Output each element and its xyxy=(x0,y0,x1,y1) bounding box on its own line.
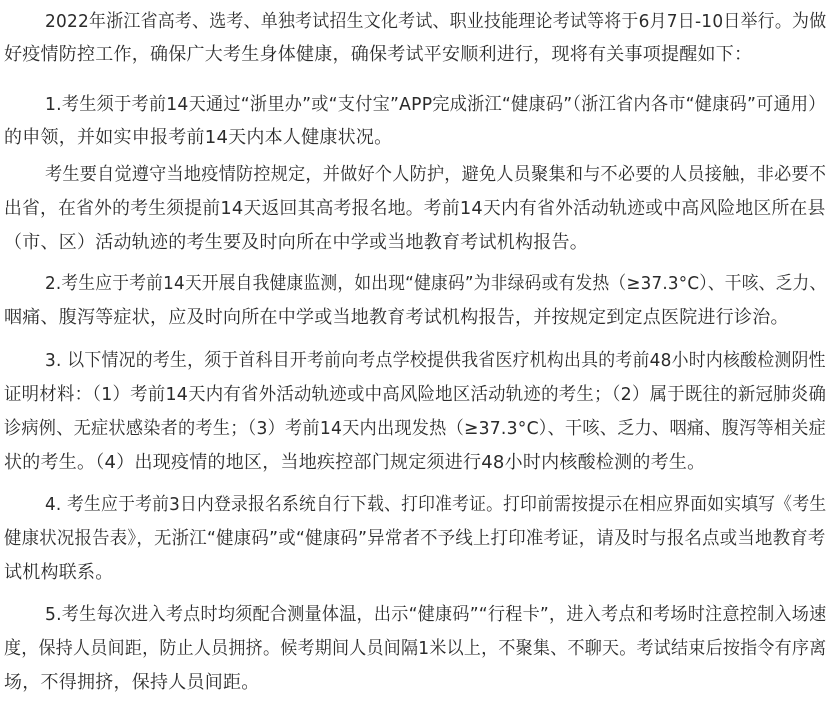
item-5-line-3: 场，不得拥挤，保持人员间距。 xyxy=(4,672,260,693)
item-1-line-2: 的申领，并如实申报考前14天内本人健康状况。 xyxy=(4,127,393,148)
item-2-line-2: 咽痛、腹泻等症状，应及时向所在中学或当地教育考试机构报告，并按规定到定点医院进行诊治。 xyxy=(4,307,789,328)
item-4-line-2: 健康状况报告表》，无浙江“健康码”或“健康码”异常者不予线上打印准考证，请及时与报名点或当地教育考 xyxy=(4,528,826,549)
item-1-para-2-line-2: 出省，在省外的考生须提前14天返回其高考报名地。考前14天内有省外活动轨迹或中高风险地区所在县 xyxy=(4,198,826,219)
item-3-line-1: 3. 以下情况的考生，须于首科目开考前向考点学校提供我省医疗机构出具的考前48小时内核酸检测阴性 xyxy=(45,350,826,371)
item-3-line-2: 证明材料：（1）考前14天内有省外活动轨迹或中高风险地区活动轨迹的考生；（2）属于既往的新冠肺炎确 xyxy=(4,384,827,405)
intro-line-2: 好疫情防控工作，确保广大考生身体健康，确保考试平安顺利进行，现将有关事项提醒如下： xyxy=(4,44,753,65)
item-3-line-4: 状的考生。（4）出现疫情的地区，当地疾控部门规定须进行48小时内核酸检测的考生。 xyxy=(4,452,706,473)
item-1-para-2-line-1: 考生要自觉遵守当地疫情防控规定，并做好个人防护，避免人员聚集和与不必要的人员接触，非必要不 xyxy=(45,164,827,185)
item-5-line-2: 度，保持人员间距，防止人员拥挤。候考期间人员间隔1米以上，不聚集、不聊天。考试结束后按指令有序离 xyxy=(4,638,827,659)
item-4-line-3: 试机构联系。 xyxy=(4,562,114,583)
item-1-para-2-line-3: （市、区）活动轨迹的考生要及时向所在中学或当地教育考试机构报告。 xyxy=(4,232,588,253)
intro-line-1: 2022年浙江省高考、选考、单独考试招生文化考试、职业技能理论考试等将于6月7日-10日举行。为做 xyxy=(45,11,827,32)
item-2-line-1: 2.考生应于考前14天开展自我健康监测，如出现“健康码”为非绿码或有发热（≥37.3°C）、干咳、乏力、 xyxy=(45,273,827,294)
item-5-line-1: 5.考生每次进入考点时均须配合测量体温，出示“健康码”“行程卡”，进入考点和考场时注意控制入场速 xyxy=(45,604,827,625)
item-3-line-3: 诊病例、无症状感染者的考生；（3）考前14天内出现发热（≥37.3°C）、干咳、乏力、咽痛、腹泻等相关症 xyxy=(4,418,827,439)
item-1-line-1: 1.考生须于考前14天通过“浙里办”或“支付宝”APP完成浙江“健康码”（浙江省内各市“健康码”可通用） xyxy=(45,94,826,115)
item-4-line-1: 4. 考生应于考前3日内登录报名系统自行下载、打印准考证。打印前需按提示在相应界面如实填写《考生 xyxy=(45,494,827,515)
